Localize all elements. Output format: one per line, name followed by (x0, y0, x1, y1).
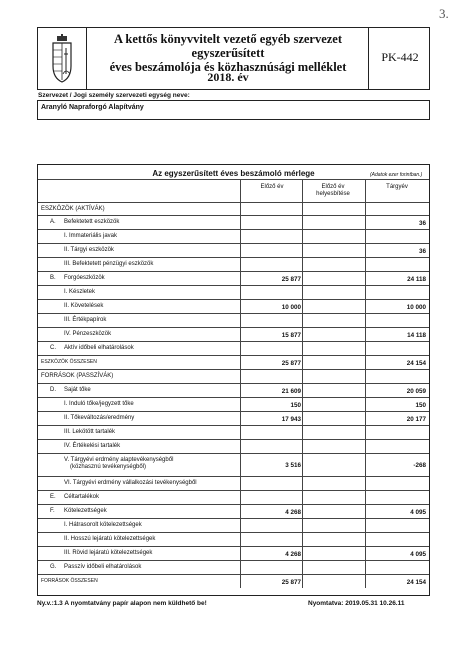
balance-row (38, 397, 429, 411)
balance-row (38, 546, 429, 560)
row-label: VI. Tárgyévi erdmény vállalkozási tevékenységből (64, 480, 197, 486)
form-title-line1: A kettős könyvvitelt vezető egyéb szervezet egyszerűsített (113, 32, 343, 60)
row-label: III. Lekötött tartalék (64, 429, 116, 435)
row-label: ESZKÖZÖK (AKTÍVÁK) (41, 206, 105, 212)
balance-row (38, 327, 429, 341)
row-label: I. Induló tőke/jegyzett tőke (64, 401, 134, 407)
balance-row (38, 257, 429, 271)
balance-row (38, 313, 429, 327)
balance-row (38, 383, 429, 397)
row-number: G. (50, 564, 57, 570)
column-header-prev-year-correction: Előző év helyesbítése (316, 184, 350, 197)
row-label: II. Hosszú lejáratú kötelezettségek (64, 536, 156, 542)
balance-row (38, 243, 429, 257)
balance-row (38, 560, 429, 574)
balance-row (38, 341, 429, 355)
balance-row (38, 425, 429, 439)
balance-row (38, 439, 429, 453)
row-label: I. Hátrasorolt kötelezettségek (64, 522, 142, 528)
value-prev-year: 4 268 (285, 551, 301, 558)
balance-row (38, 271, 429, 285)
balance-row (38, 476, 429, 490)
organization-field (37, 100, 430, 120)
balance-sheet-title: Az egyszerűsített éves beszámoló mérlege (152, 169, 315, 178)
row-label: FORRÁSOK ÖSSZESEN (41, 578, 98, 584)
balance-row (38, 518, 429, 532)
value-current-year: 24 154 (406, 579, 426, 586)
value-current-year: 14 118 (407, 332, 426, 339)
value-prev-year: 25 877 (281, 360, 301, 367)
value-current-year: 4 095 (410, 509, 426, 516)
form-header (37, 27, 430, 90)
balance-row (38, 355, 429, 369)
balance-row (38, 215, 429, 229)
value-current-year: 36 (418, 220, 426, 227)
value-prev-year: 17 943 (281, 416, 301, 423)
row-label: III. Értékpapírok (64, 317, 107, 323)
value-current-year: 36 (418, 248, 426, 255)
row-number: F. (50, 508, 55, 514)
row-label: Befektetett eszközök (64, 219, 120, 225)
form-year: 2018. év (207, 70, 249, 84)
row-number: D. (50, 387, 56, 393)
value-prev-year: 25 877 (281, 579, 301, 586)
value-current-year: 4 095 (410, 551, 426, 558)
print-timestamp: Nyomtatva: 2019.05.31 10.26.11 (308, 600, 405, 607)
row-label: Céltartalékok (64, 494, 100, 500)
row-label: Aktív időbeli elhatárolások (64, 345, 134, 351)
form-code: PK-442 (381, 50, 419, 64)
form-title-line2: éves beszámolója és közhasznúsági melléklet (109, 60, 347, 74)
row-label: I. Immateriális javak (64, 233, 118, 239)
value-current-year: 20 177 (406, 416, 426, 423)
row-label: V. Tárgyévi erdmény alaptevékenységből (64, 457, 174, 463)
row-label: III. Befektetett pénzügyi eszközök (64, 261, 154, 267)
balance-row (38, 574, 429, 588)
value-prev-year: 15 877 (281, 332, 301, 339)
row-label: ESZKÖZÖK ÖSSZESEN (41, 359, 97, 365)
value-current-year: -268 (413, 462, 426, 469)
value-prev-year: 150 (290, 402, 301, 409)
balance-row (38, 229, 429, 243)
row-label-continuation: (közhasznú tevékenységből) (70, 464, 147, 470)
row-label: IV. Pénzeszközök (64, 331, 112, 337)
balance-row (38, 411, 429, 425)
row-label: III. Rövid lejáratú kötelezettségek (64, 550, 153, 556)
balance-row (38, 299, 429, 313)
value-prev-year: 3 516 (285, 462, 301, 469)
value-prev-year: 21 609 (281, 388, 301, 395)
value-prev-year: 10 000 (281, 304, 301, 311)
row-number: E. (50, 494, 56, 500)
value-current-year: 24 118 (407, 276, 426, 283)
row-label: II. Tőkeváltozás/eredmény (64, 415, 135, 421)
balance-sheet (37, 164, 430, 596)
footer-notice: Ny.v.:1.3 A nyomtatvány papír alapon nem küldhető be! (37, 600, 207, 607)
row-label: Passzív időbeli elhatárolások (64, 564, 142, 570)
balance-row (38, 453, 429, 476)
row-label: II. Követelések (64, 303, 104, 309)
balance-row (38, 532, 429, 546)
balance-row (38, 285, 429, 299)
organization-name: Aranyló Napraforgó Alapítvány (41, 104, 144, 111)
row-number: A. (50, 219, 56, 225)
row-label: FORRÁSOK (PASSZÍVÁK) (41, 373, 114, 379)
organization-label: Szervezet / Jogi személy szervezeti egység neve: (38, 92, 190, 99)
value-current-year: 20 059 (406, 388, 426, 395)
balance-row (38, 369, 429, 383)
value-current-year: 150 (415, 402, 426, 409)
row-label: IV. Értékelési tartalék (64, 443, 121, 449)
value-current-year: 24 154 (406, 360, 426, 367)
value-current-year: 10 000 (406, 304, 426, 311)
row-label: Forgóeszközök (64, 275, 105, 281)
unit-note: (Adatok ezer forintban.) (370, 172, 423, 178)
value-prev-year: 4 268 (285, 509, 301, 516)
row-number: B. (50, 275, 56, 281)
row-label: Saját tőke (64, 387, 91, 393)
row-label: II. Tárgyi eszközök (64, 247, 114, 253)
balance-row (38, 504, 429, 518)
row-label: Kötelezettségek (64, 508, 107, 514)
form-title (90, 32, 366, 74)
balance-row (38, 490, 429, 504)
balance-row (38, 202, 429, 215)
value-prev-year: 25 877 (281, 276, 301, 283)
row-label: I. Készletek (64, 289, 96, 295)
column-header-prev-year: Előző év (260, 184, 284, 190)
page-number: 3. (439, 6, 449, 21)
coat-of-arms-icon (50, 34, 74, 84)
column-header-current-year: Tárgyév (386, 184, 408, 190)
row-number: C. (50, 345, 56, 351)
